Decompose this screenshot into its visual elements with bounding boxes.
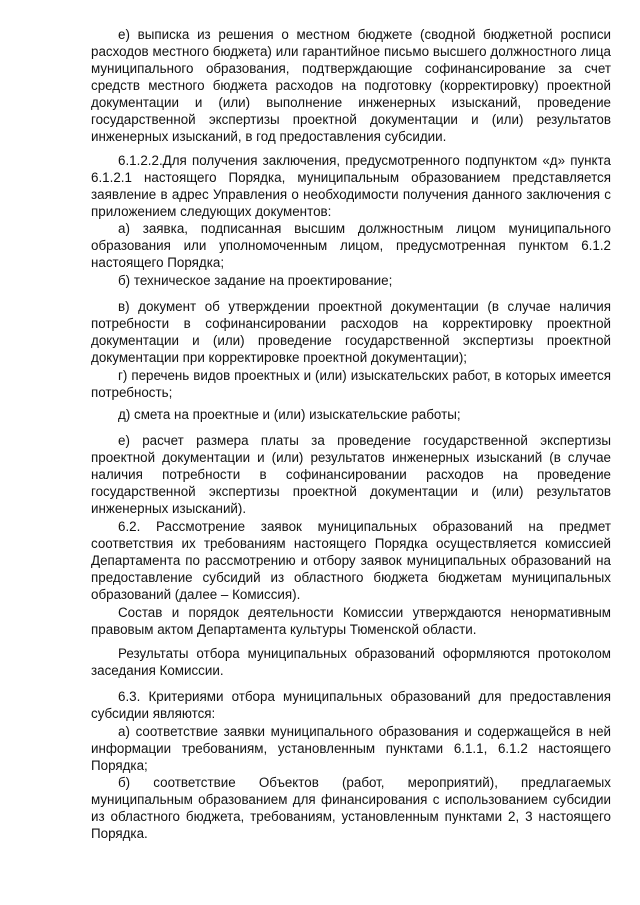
paragraph-e-expertise-fee: е) расчет размера платы за проведение государственной экспертизы проектной документации и (или) результатов инженерных изысканий (в случае наличия потребности в софинансировании расходов на проведение государственной экспертизы проектной документации и (или) результатов инженерных изысканий). xyxy=(91,433,611,516)
paragraph-6-3: 6.3. Критериями отбора муниципальных образований для предоставления субсидии являются: xyxy=(91,689,611,721)
paragraph-g-works-list: г) перечень видов проектных и (или) изыскательских работ, в которых имеется потребность; xyxy=(91,368,611,400)
paragraph-6-2: 6.2. Рассмотрение заявок муниципальных образований на предмет соответствия их требованиям настоящего Порядка осуществляется комиссией Департамента по рассмотрению и отбору заявок муниципальных образований на предоставление субсидий из областного бюджета бюджетам муниципальных образований (далее – Комиссия). xyxy=(91,519,611,602)
paragraph-e-budget-extract: е) выписка из решения о местном бюджете (сводной бюджетной росписи расходов местного бюджета) или гарантийное письмо высшего должностного лица муниципального образования, подтверждающие софинансирование за счет средств местного бюджета расходов на подготовку (корректировку) проектной документации и (или) выполнение инженерных изысканий, проведение государственной экспертизы проектной документации и (или) результатов инженерных изысканий, в год предоставления субсидии. xyxy=(91,27,611,144)
paragraph-a-criterion: а) соответствие заявки муниципального образования и содержащейся в ней информации требованиям, установленным пунктами 6.1.1, 6.1.2 настоящего Порядка; xyxy=(91,724,611,773)
paragraph-b-technical-task: б) техническое задание на проектирование; xyxy=(118,273,393,288)
paragraph-a-application: а) заявка, подписанная высшим должностным лицом муниципального образования или уполномоченным лицом, предусмотренная пунктом 6.1.2 настоящего Порядка; xyxy=(91,221,611,270)
paragraph-6-1-2-2: 6.1.2.2.Для получения заключения, предусмотренного подпунктом «д» пункта 6.1.2.1 настоящего Порядка, муниципальным образованием представляется заявление в адрес Управления о необходимости получения данного заключения с приложением следующих документов: xyxy=(91,153,611,219)
paragraph-commission-composition: Состав и порядок деятельности Комиссии утверждаются ненормативным правовым актом Департамента культуры Тюменской области. xyxy=(91,605,611,637)
paragraph-d-estimate: д) смета на проектные и (или) изыскательские работы; xyxy=(118,407,461,422)
paragraph-b-criterion: б) соответствие Объектов (работ, мероприятий), предлагаемых муниципальным образованием для финансирования с использованием субсидии из областного бюджета, требованиям, установленным пунктами 2, 3 настоящего Порядка. xyxy=(91,775,611,841)
paragraph-selection-results: Результаты отбора муниципальных образований оформляются протоколом заседания Комиссии. xyxy=(91,646,611,678)
paragraph-v-approval-document: в) документ об утверждении проектной документации (в случае наличия потребности в софинансировании расходов на корректировку проектной документации и (или) проведение государственной экспертизы проектной документации при корректировке проектной документации); xyxy=(91,299,611,365)
